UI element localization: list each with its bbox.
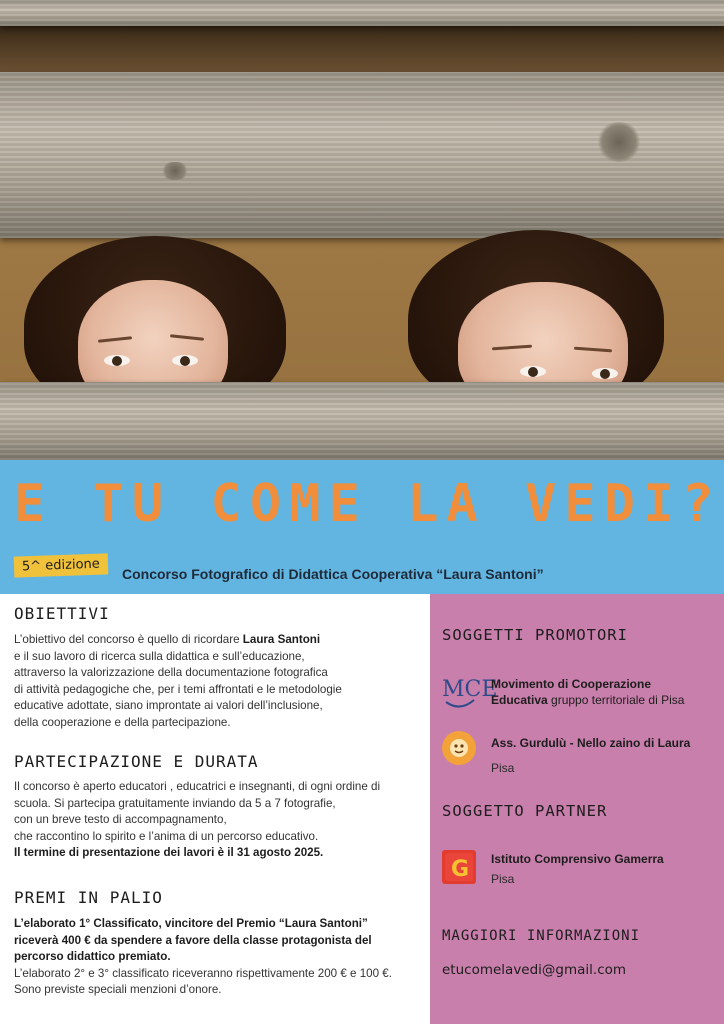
mce-logo <box>440 672 498 712</box>
promotori-title: SOGGETTI PROMOTORI <box>442 626 628 644</box>
section-title-partecipazione: PARTECIPAZIONE E DURATA <box>14 752 259 771</box>
wood-plank <box>0 72 724 238</box>
partecipazione-text: Il concorso è aperto educatori , educatrici e insegnanti, di ogni ordine di scuola. Si partecipa gratuitamente inviando da 5 a 7 fotografie, con un breve testo di accompagnamento, che raccontino lo spirito e l’anima di un percorso educativo. Il termine di presentazione dei lavori è il 31 agosto 2025. <box>14 780 381 860</box>
info-title: MAGGIORI INFORMAZIONI <box>442 928 641 944</box>
contest-title: Concorso Fotografico di Didattica Cooperativa “Laura Santoni” <box>122 566 544 582</box>
headline: E TU COME LA VEDI? <box>14 474 722 534</box>
obiettivi-text: L’obiettivo del concorso è quello di ricordare Laura Santoni e il suo lavoro di ricerca sulla didattica e sull’educazione, attraverso la valorizzazione della documentazione fotografica di attività pedagogiche che, per i temi affrontati e le metodologie educative adottate, siano improntate ai valori dell’inclusione, della cooperazione e della partecipazione. <box>14 633 342 729</box>
svg-text:G: G <box>451 857 470 882</box>
gamerra-logo <box>442 850 476 884</box>
gurdulu-name: Ass. Gurdulù - Nello zaino di Laura <box>491 736 691 750</box>
gamerra-city: Pisa <box>491 872 515 886</box>
partner-title: SOGGETTO PARTNER <box>442 802 608 820</box>
svg-text:MCE: MCE <box>442 677 498 702</box>
section-title-obiettivi: OBIETTIVI <box>14 604 110 623</box>
gurdulu-city: Pisa <box>491 761 515 775</box>
gamerra-name: Istituto Comprensivo Gamerra <box>491 852 664 866</box>
gurdulu-logo <box>442 731 476 765</box>
contact-email-link[interactable]: etucomelavedi@gmail.com <box>442 962 627 978</box>
edition-badge: 5^ edizione <box>14 553 108 577</box>
hero-photo <box>0 0 724 460</box>
mce-name: Movimento di Cooperazione Educativa gruppo territoriale di Pisa <box>491 677 685 707</box>
wood-plank <box>0 0 724 26</box>
section-title-premi: PREMI IN PALIO <box>14 888 163 907</box>
wood-plank <box>0 382 724 460</box>
premi-text: L’elaborato 1° Classificato, vincitore del Premio “Laura Santoni” riceverà 400 € da spendere a favore della classe protagonista del percorso didattico premiato. L’elaborato 2° e 3° classificato riceveranno rispettivamente 200 € e 100 €. Sono previste speciali menzioni d’onore. <box>14 917 392 997</box>
